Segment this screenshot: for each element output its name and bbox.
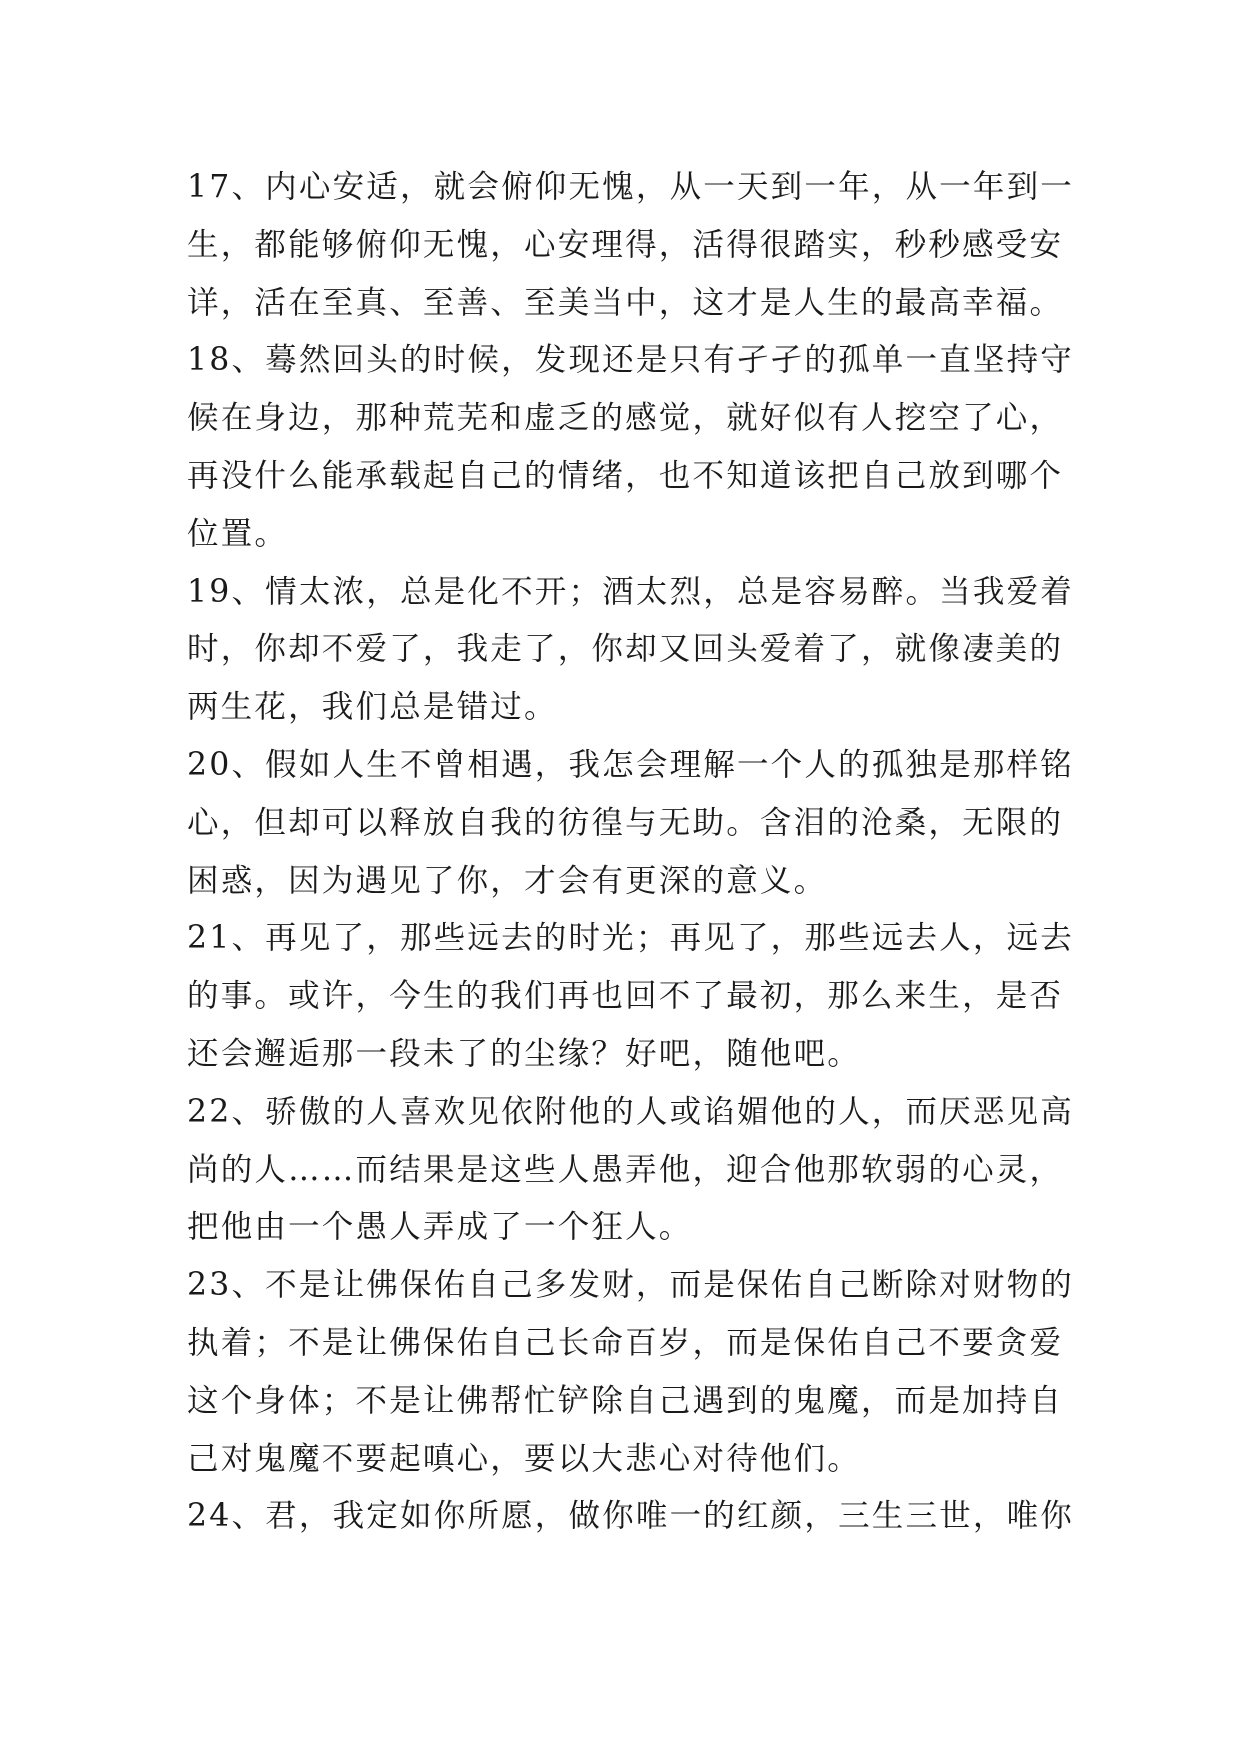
text-line: 尚的人……而结果是这些人愚弄他，迎合他那软弱的心灵， [187, 1151, 1064, 1188]
text-line: 17、内心安适，就会俯仰无愧，从一天到一年，从一年到一 [187, 169, 1074, 205]
text-line: 把他由一个愚人弄成了一个狂人。 [187, 1209, 693, 1246]
text-line: 23、不是让佛保佑自己多发财，而是保佑自己断除对财物的 [187, 1267, 1074, 1304]
text-line: 心，但却可以释放自我的彷徨与无助。含泪的沧桑，无限的 [187, 804, 1064, 841]
text-line: 还会邂逅那一段未了的尘缘？好吧，随他吧。 [187, 1035, 862, 1072]
text-line: 生，都能够俯仰无愧，心安理得，活得很踏实，秒秒感受安 [187, 226, 1064, 263]
text-line: 22、骄傲的人喜欢见依附他的人或谄媚他的人，而厌恶见高 [187, 1093, 1074, 1130]
text-line: 详，活在至真、至善、至美当中，这才是人生的最高幸福。 [187, 284, 1064, 321]
text-line: 24、君，我定如你所愿，做你唯一的红颜，三生三世，唯你 [187, 1498, 1074, 1535]
text-line: 两生花，我们总是错过。 [187, 689, 558, 726]
text-line: 19、情太浓，总是化不开；酒太烈，总是容易醉。当我爱着 [187, 573, 1074, 610]
text-line: 执着；不是让佛保佑自己长命百岁，而是保佑自己不要贪爱 [187, 1324, 1064, 1361]
text-line: 候在身边，那种荒芜和虚乏的感觉，就好似有人挖空了心， [187, 400, 1064, 437]
text-line: 己对鬼魔不要起嗔心，要以大悲心对待他们。 [187, 1440, 862, 1477]
text-line: 这个身体；不是让佛帮忙铲除自己遇到的鬼魔，而是加持自 [187, 1382, 1064, 1419]
text-line: 18、蓦然回头的时候，发现还是只有孑孑的孤单一直坚持守 [187, 342, 1074, 379]
text-line: 20、假如人生不曾相遇，我怎会理解一个人的孤独是那样铭 [187, 746, 1074, 783]
text-line: 的事。或许，今生的我们再也回不了最初，那么来生，是否 [187, 978, 1064, 1015]
document-body [187, 159, 1087, 1546]
text-line: 21、再见了，那些远去的时光；再见了，那些远去人，远去 [187, 920, 1074, 957]
text-line: 时，你却不爱了，我走了，你却又回头爱着了，就像凄美的 [187, 631, 1064, 668]
text-line: 位置。 [187, 515, 289, 552]
text-line: 困惑，因为遇见了你，才会有更深的意义。 [187, 862, 828, 899]
text-line: 再没什么能承载起自己的情绪，也不知道该把自己放到哪个 [187, 457, 1064, 494]
